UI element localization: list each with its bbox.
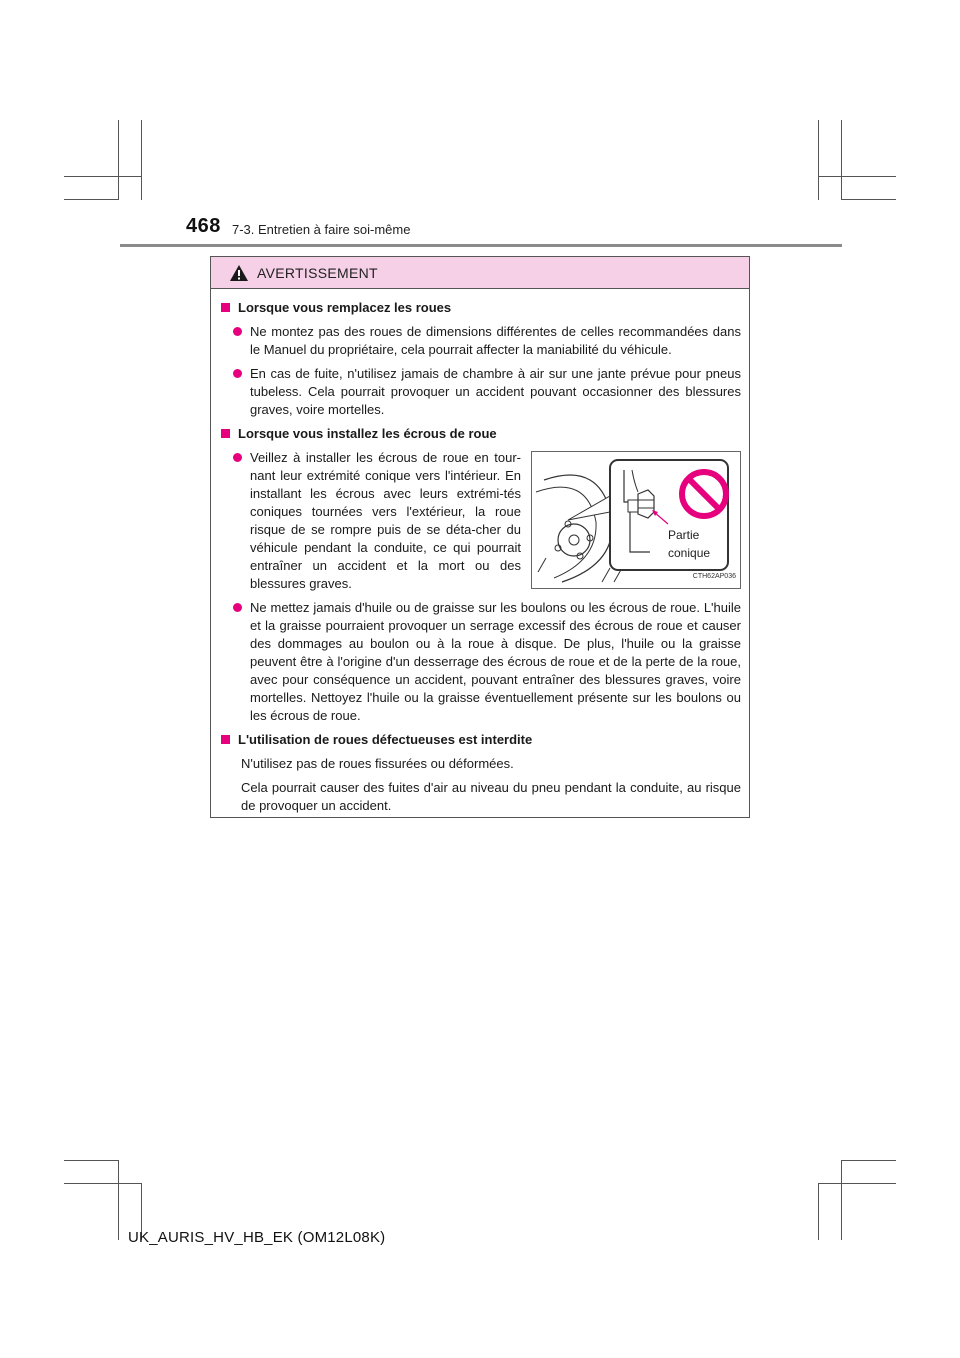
crop-mark xyxy=(141,120,142,200)
round-bullet-icon xyxy=(233,369,242,378)
square-bullet-icon xyxy=(221,429,230,438)
warning-title: AVERTISSEMENT xyxy=(257,264,378,281)
crop-mark xyxy=(64,1160,119,1161)
crop-mark xyxy=(841,1160,896,1161)
list-item-text: Ne mettez jamais d'huile ou de graisse sur les boulons ou les écrous de roue. L'huile et la graisse pourraient provoquer un serrage excessif des écrous de roue et causer des dommages au boulon ou à la roue à disque. De plus, l'huile ou la graisse peuvent être à l'origine d'un desserrage des écrous de roue et de la perte de la roue, avec pour conséquence un accident, pouvant entraîner des blessures graves, voire mortelles. Nettoyez l'huile ou la graisse éventuellement présente sur les boulons ou les écrous de roue. xyxy=(250,600,741,723)
warning-header xyxy=(211,257,749,289)
figure-label-line: conique xyxy=(668,546,711,560)
figure-label-line: Partie xyxy=(668,528,700,542)
figure-label xyxy=(668,526,710,562)
heading-text: L'utilisation de roues défectueuses est interdite xyxy=(238,732,533,747)
list-item xyxy=(219,323,741,359)
crop-mark xyxy=(118,1160,119,1240)
list-item xyxy=(219,449,521,593)
crop-mark xyxy=(818,176,896,177)
paragraph: Cela pourrait causer des fuites d'air au niveau du pneu pendant la conduite, au risque de provoquer un accident. xyxy=(241,780,741,813)
page-number: 468 xyxy=(186,215,221,237)
list-item-text: En cas de fuite, n'utilisez jamais de chambre à air sur une jante prévue pour pneus tubeless. Cela pourrait provoquer un accident pouvant occasionner des blessures graves, voire mortelles. xyxy=(250,366,741,417)
figure-code: CTH62AP036 xyxy=(692,573,736,580)
crop-mark xyxy=(818,1183,896,1184)
round-bullet-icon xyxy=(233,603,242,612)
crop-mark xyxy=(818,120,819,200)
crop-mark xyxy=(818,1183,819,1240)
footer-text: UK_AURIS_HV_HB_EK (OM12L08K) xyxy=(128,1229,386,1246)
round-bullet-icon xyxy=(233,327,242,336)
list-item xyxy=(219,365,741,419)
square-bullet-icon xyxy=(221,735,230,744)
header-rule xyxy=(120,244,842,247)
warning-triangle-icon xyxy=(229,264,249,282)
crop-mark xyxy=(118,120,119,200)
section-heading-defective-wheels xyxy=(219,731,741,749)
section-heading-replace-wheels xyxy=(219,299,741,317)
warning-box xyxy=(210,256,750,818)
crop-mark xyxy=(841,120,842,200)
round-bullet-icon xyxy=(233,453,242,462)
heading-text: Lorsque vous remplacez les roues xyxy=(238,300,452,315)
crop-mark xyxy=(64,176,142,177)
wheel-nut-figure xyxy=(531,451,741,589)
section-heading-install-nuts xyxy=(219,425,741,443)
crop-mark xyxy=(841,199,896,200)
list-item-text: Veillez à installer les écrous de roue en tour-nant leur extrémité conique vers l'intérieur. En installant les écrous avec leurs extrémi-tés coniques tournées vers l'extérieur, la roue risque de se rompre puis de se déta-cher du véhicule pendant la conduite, ce qui pourrait entraîner un accident et la mort ou des blessures graves. xyxy=(250,450,521,591)
crop-mark xyxy=(841,1160,842,1240)
paragraph: N'utilisez pas de roues fissurées ou déformées. xyxy=(241,756,514,771)
warning-body xyxy=(211,289,749,815)
wheel-hub-icon xyxy=(558,524,590,556)
list-item-text: Ne montez pas des roues de dimensions différentes de celles recommandées dans le Manuel du propriétaire, cela pourrait affecter la maniabilité du véhicule. xyxy=(250,324,741,357)
crop-mark xyxy=(64,199,119,200)
section-title: 7-3. Entretien à faire soi-même xyxy=(232,222,411,237)
crop-mark xyxy=(64,1183,142,1184)
heading-text: Lorsque vous installez les écrous de roue xyxy=(238,426,497,441)
square-bullet-icon xyxy=(221,303,230,312)
list-item xyxy=(219,599,741,725)
figure-row xyxy=(219,449,741,599)
